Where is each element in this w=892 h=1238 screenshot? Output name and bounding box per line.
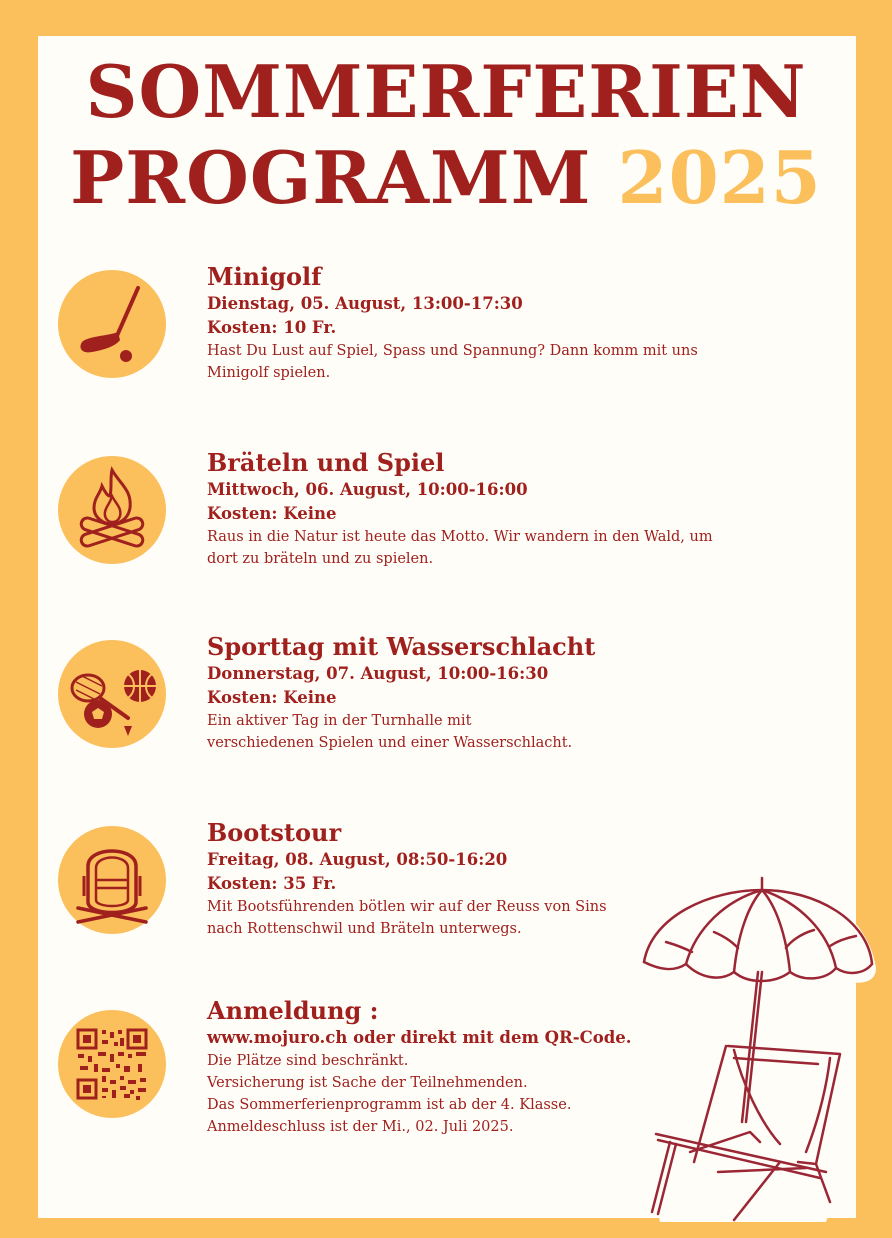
event-desc-1: Raus in die Natur ist heute das Motto. Wir wandern in den Wald, um — [207, 529, 713, 545]
event-date: Dienstag, 05. August, 13:00-17:30 — [207, 294, 523, 313]
event-date: Mittwoch, 06. August, 10:00-16:00 — [207, 480, 528, 499]
qr-code-icon[interactable] — [58, 1010, 166, 1118]
registration-line: Das Sommerferienprogramm ist ab der 4. Klasse. — [207, 1097, 572, 1113]
event-desc-2: Minigolf spielen. — [207, 365, 331, 381]
registration-line: Anmeldeschluss ist der Mi., 02. Juli 2025. — [207, 1119, 514, 1135]
event-cost: Kosten: 35 Fr. — [207, 874, 337, 893]
event-sporttag — [207, 632, 807, 754]
event-desc-1: Ein aktiver Tag in der Turnhalle mit — [207, 713, 472, 729]
event-date: Donnerstag, 07. August, 10:00-16:30 — [207, 664, 549, 683]
event-title: Sporttag mit Wasserschlacht — [207, 632, 596, 661]
campfire-icon — [58, 456, 166, 564]
event-cost: Kosten: 10 Fr. — [207, 318, 337, 337]
event-desc-1: Mit Bootsführenden bötlen wir auf der Reuss von Sins — [207, 899, 607, 915]
event-desc-2: dort zu bräteln und zu spielen. — [207, 551, 434, 567]
sports-balls-icon — [58, 640, 166, 748]
event-title: Bräteln und Spiel — [207, 448, 445, 477]
registration-line: Versicherung ist Sache der Teilnehmenden. — [207, 1075, 528, 1091]
registration-line: Die Plätze sind beschränkt. — [207, 1053, 409, 1069]
golf-club-icon — [58, 270, 166, 378]
event-date: Freitag, 08. August, 08:50-16:20 — [207, 850, 508, 869]
title-line-1: SOMMERFERIEN — [85, 49, 807, 134]
event-desc-2: verschiedenen Spielen und einer Wasserschlacht. — [207, 735, 573, 751]
rubber-boat-icon — [58, 826, 166, 934]
event-desc-2: nach Rottenschwil und Bräteln unterwegs. — [207, 921, 522, 937]
event-cost: Kosten: Keine — [207, 688, 337, 707]
title-year: 2025 — [617, 135, 822, 220]
registration-url[interactable]: www.mojuro.ch oder direkt mit dem QR-Code. — [207, 1028, 632, 1047]
event-title: Minigolf — [207, 262, 322, 291]
title-line-2 — [0, 135, 892, 220]
event-title: Bootstour — [207, 818, 342, 847]
event-cost: Kosten: Keine — [207, 504, 337, 523]
beach-umbrella-deckchair-icon — [630, 872, 880, 1234]
title-programm: PROGRAMM — [70, 135, 592, 220]
registration-title: Anmeldung : — [207, 996, 379, 1025]
event-minigolf — [207, 262, 807, 384]
event-desc-1: Hast Du Lust auf Spiel, Spass und Spannung? Dann komm mit uns — [207, 343, 698, 359]
event-braeteln — [207, 448, 807, 570]
